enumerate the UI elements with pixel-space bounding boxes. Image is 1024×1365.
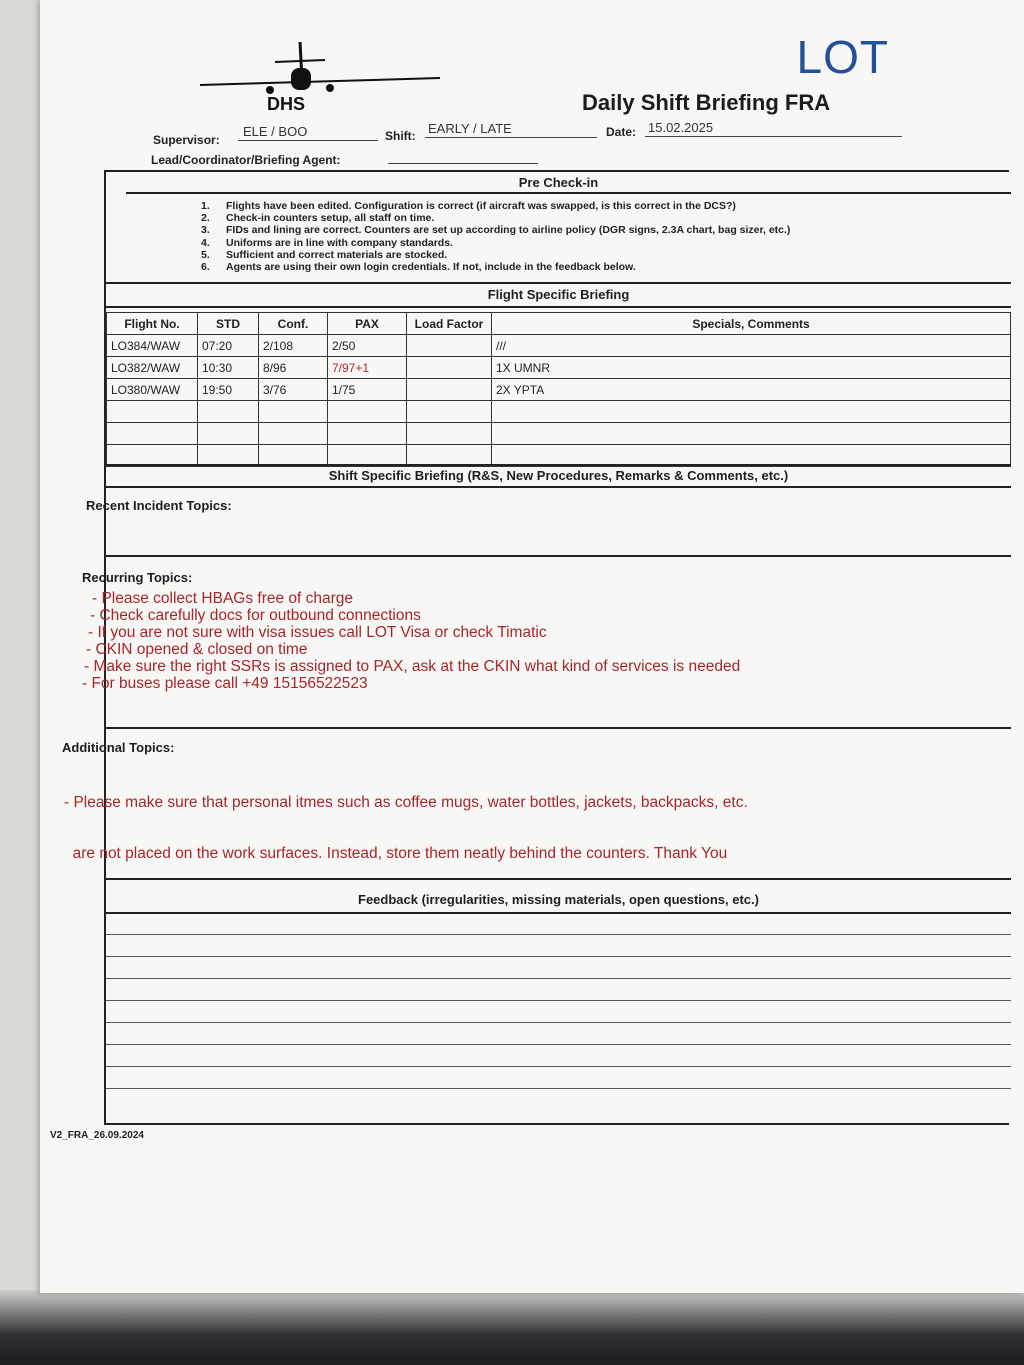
date-label: Date: [606, 125, 637, 139]
pax-cell[interactable]: 2/50 [328, 335, 407, 357]
std-cell[interactable]: 07:20 [198, 335, 259, 357]
conf-cell[interactable]: 3/76 [259, 379, 328, 401]
feedback-line [106, 978, 1011, 979]
list-item: 1. Flights have been edited. Configuration is correct (if aircraft was swapped, is this correct in the DCS?) [201, 200, 736, 212]
specials-cell[interactable]: 2X YPTA [492, 379, 1011, 401]
shift-briefing-title: Shift Specific Briefing (R&S, New Procedures, Remarks & Comments, etc.) [328, 468, 789, 483]
column-header: Conf. [259, 313, 328, 335]
conf-cell[interactable]: 2/108 [259, 335, 328, 357]
pax-cell[interactable]: 1/75 [328, 379, 407, 401]
feedback-line [106, 934, 1011, 935]
column-header: Flight No. [107, 313, 198, 335]
brand-name: LOT [796, 31, 889, 83]
flight-table [106, 312, 1011, 467]
date-value[interactable]: 15.02.2025 [648, 120, 714, 135]
flight-cell[interactable]: LO380/WAW [107, 379, 198, 401]
flight-cell[interactable] [107, 423, 198, 445]
pax-cell[interactable] [328, 401, 407, 423]
column-header: PAX [328, 313, 407, 335]
supervisor-label: Supervisor: [153, 133, 220, 147]
shift-value[interactable]: EARLY / LATE [428, 121, 512, 136]
table-header-row [107, 313, 1011, 335]
table-row [107, 357, 1011, 379]
specials-cell[interactable]: /// [492, 335, 1011, 357]
load-cell[interactable] [407, 379, 492, 401]
lead-agent-underline [388, 163, 538, 164]
divider [106, 727, 1011, 729]
precheck-title: Pre Check-in [518, 175, 599, 190]
list-item: 5. Sufficient and correct materials are stocked. [201, 248, 448, 261]
std-cell[interactable]: 19:50 [198, 379, 259, 401]
divider [106, 282, 1011, 284]
specials-cell[interactable] [492, 423, 1011, 445]
load-cell[interactable] [407, 423, 492, 445]
feedback-line [106, 1000, 1011, 1001]
feedback-line [106, 956, 1011, 957]
flight-cell[interactable]: LO382/WAW [107, 357, 198, 379]
feedback-line [106, 1066, 1011, 1067]
feedback-line [106, 1022, 1011, 1023]
list-item: - If you are not sure with visa issues call LOT Visa or check Timatic [88, 624, 547, 641]
std-cell[interactable] [198, 423, 259, 445]
desk-background [0, 1290, 1024, 1365]
divider [106, 486, 1011, 488]
list-item: 4. Uniforms are in line with company standards. [201, 236, 453, 249]
conf-cell[interactable]: 8/96 [259, 357, 328, 379]
divider [126, 192, 1011, 194]
list-item: - For buses please call +49 15156522523 [82, 675, 368, 692]
supervisor-underline [238, 140, 378, 141]
flight-briefing-title: Flight Specific Briefing [487, 287, 630, 302]
lead-agent-label: Lead/Coordinator/Briefing Agent: [151, 153, 341, 167]
pax-cell[interactable]: 7/97+1 [328, 357, 407, 379]
list-item: - Please make sure that personal itmes such as coffee mugs, water bottles, jackets, backpacks, etc. [64, 794, 748, 811]
feedback-line [106, 1088, 1011, 1089]
list-item: - CKIN opened & closed on time [86, 641, 308, 658]
specials-cell[interactable] [492, 401, 1011, 423]
shift-label: Shift: [385, 129, 416, 143]
airplane-icon [195, 40, 445, 115]
list-item: - Make sure the right SSRs is assigned to PAX, ask at the CKIN what kind of services is needed [84, 658, 741, 675]
load-cell[interactable] [407, 357, 492, 379]
specials-cell[interactable]: 1X UMNR [492, 357, 1011, 379]
table-row [107, 401, 1011, 423]
date-underline [645, 136, 902, 137]
table-row [107, 423, 1011, 445]
form-frame [62, 170, 1009, 1125]
pax-cell[interactable] [328, 423, 407, 445]
std-cell[interactable] [198, 401, 259, 423]
divider [106, 878, 1011, 880]
airplane-logo [195, 40, 445, 115]
supervisor-value[interactable]: ELE / BOO [243, 124, 308, 139]
page-title: Daily Shift Briefing FRA [582, 90, 831, 115]
column-header: Specials, Comments [492, 313, 1011, 335]
briefing-sheet [40, 0, 1024, 1293]
column-header: STD [198, 313, 259, 335]
list-item: 3. FIDs and lining are correct. Counters are set up according to airline policy (DGR signs, 2.3A chart, bag sizer, etc.) [201, 224, 791, 237]
divider [106, 464, 1011, 466]
shift-underline [425, 137, 597, 138]
version-footer: V2_FRA_26.09.2024 [50, 1130, 144, 1141]
precheck-list [201, 200, 790, 273]
table-row [107, 335, 1011, 357]
list-item: 2. Check-in counters setup, all staff on time. [201, 212, 435, 225]
additional-topics-label: Additional Topics: [62, 740, 175, 755]
load-cell[interactable] [407, 335, 492, 357]
recent-incident-label: Recent Incident Topics: [86, 498, 232, 513]
conf-cell[interactable] [259, 401, 328, 423]
std-cell[interactable]: 10:30 [198, 357, 259, 379]
additional-topics-list [64, 760, 748, 896]
list-item: 6. Agents are using their own login credentials. If not, include in the feedback below. [201, 261, 636, 274]
flight-cell[interactable] [107, 401, 198, 423]
load-cell[interactable] [407, 401, 492, 423]
divider [106, 306, 1011, 308]
divider [106, 912, 1011, 914]
conf-cell[interactable] [259, 423, 328, 445]
column-header: Load Factor [407, 313, 492, 335]
recurring-topics-label: Recurring Topics: [82, 570, 193, 585]
recurring-topics-list [82, 590, 741, 692]
flight-cell[interactable]: LO384/WAW [107, 335, 198, 357]
logo-text: DHS [267, 94, 306, 114]
feedback-title: Feedback (irregularities, missing materials, open questions, etc.) [358, 892, 759, 907]
feedback-line [106, 1044, 1011, 1045]
divider [106, 555, 1011, 557]
list-item: - Please collect HBAGs free of charge [92, 590, 354, 607]
table-row [107, 379, 1011, 401]
list-item: are not placed on the work surfaces. Instead, store them neatly behind the counters. Thank You [64, 845, 728, 862]
list-item: - Check carefully docs for outbound connections [90, 607, 421, 624]
